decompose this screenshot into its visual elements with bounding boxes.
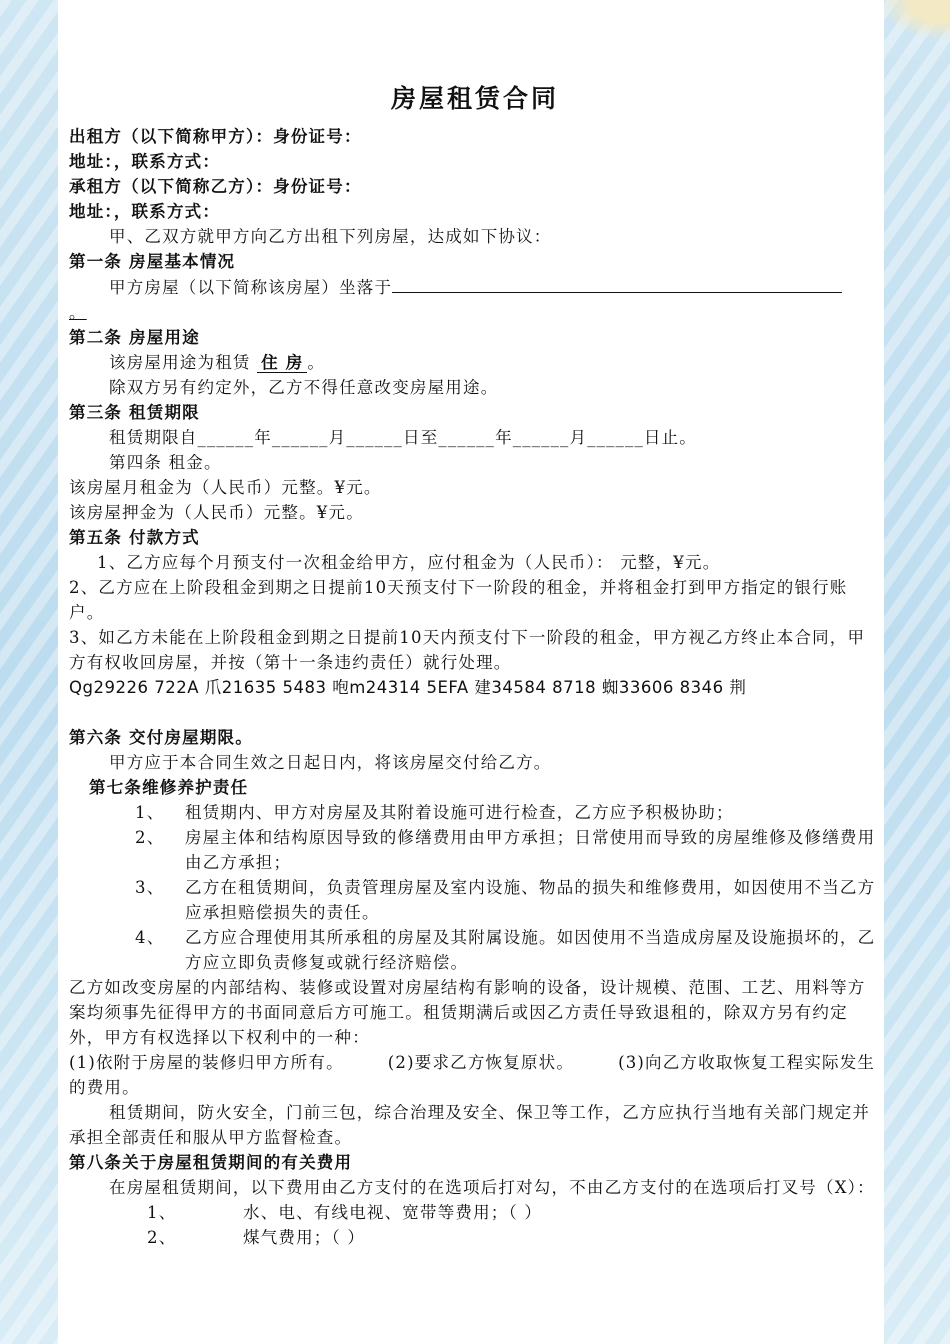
- lessor-line: 出租方（以下简称甲方）：身份证号：: [69, 127, 362, 146]
- article-2-heading: 第二条 房屋用途: [69, 328, 200, 347]
- option-2: (2)要求乙方恢复原状。: [387, 1053, 575, 1072]
- deposit-line: 该房屋押金为（人民币）元整。¥元。: [69, 503, 364, 522]
- lessee-address-line: 地址：，联系方式：: [69, 202, 221, 221]
- option-3: (3)向乙方收取恢复工程实际发生的费用。: [69, 1053, 876, 1097]
- safety-paragraph: 租赁期间，防火安全，门前三包，综合治理及安全、保卫等工作，乙方应执行当地有关部门规定并承担全部责任和服从甲方监督检查。: [69, 1103, 871, 1147]
- garbled-text-line: Qg29226 722A 爪21635 5483 咆m24314 5EFA 建34584 8718 蜘33606 8346 荆: [69, 678, 747, 697]
- payment-item-1: 1、乙方应每个月预支付一次租金给甲方，应付租金为（人民币）： 元整，¥元。: [97, 553, 721, 572]
- purpose-value: 住 房: [257, 353, 307, 373]
- article-1-heading: 第一条 房屋基本情况: [69, 252, 236, 271]
- spacer: [69, 700, 881, 725]
- article-8-text: 在房屋租赁期间，以下费用由乙方支付的在选项后打对勾，不由乙方支付的在选项后打叉号（X）：: [109, 1178, 875, 1197]
- article-3-term: 租赁期限自______年______月______日至______年______月______日止。: [109, 428, 697, 447]
- fee-text: 水、电、有线电视、宽带等费用；（ ）: [243, 1203, 543, 1222]
- contract-body: [69, 78, 881, 1250]
- maintenance-item: [69, 800, 881, 825]
- article-1-text: [69, 274, 881, 300]
- item-number: 1、: [135, 803, 165, 822]
- payment-item-2: 2、乙方应在上阶段租金到期之日提前10天预支付下一阶段的租金，并将租金打到甲方指定的银行账户。: [69, 578, 848, 622]
- maintenance-item: [69, 925, 881, 975]
- purpose-end: 。: [307, 353, 326, 372]
- fee-text: 煤气费用；（ ）: [243, 1228, 366, 1247]
- lessor-address-line: 地址：，联系方式：: [69, 152, 221, 171]
- lessee-line: 承租方（以下简称乙方）：身份证号：: [69, 177, 362, 196]
- article-6-heading: 第六条 交付房屋期限。: [69, 728, 253, 747]
- maintenance-item: [69, 825, 881, 875]
- article-2-restriction: 除双方另有约定外，乙方不得任意改变房屋用途。: [109, 378, 499, 397]
- article-6-text: 甲方应于本合同生效之日起日内，将该房屋交付给乙方。: [109, 753, 552, 772]
- item-text: 乙方应合理使用其所承租的房屋及其附属设施。如因使用不当造成房屋及设施损坏的，乙方应立即负责修复或就行经济赔偿。: [185, 928, 876, 972]
- document-title: 房屋租赁合同: [390, 84, 559, 113]
- monthly-rent-line: 该房屋月租金为（人民币）元整。¥元。: [69, 478, 382, 497]
- article-2-purpose: [69, 350, 881, 375]
- maintenance-item: [69, 875, 881, 925]
- fee-number: 1、: [147, 1203, 177, 1222]
- fee-item: [69, 1200, 881, 1225]
- item-number: 3、: [135, 878, 165, 897]
- item-number: 2、: [135, 828, 165, 847]
- option-1: (1)依附于房屋的装修归甲方所有。: [69, 1053, 344, 1072]
- fee-number: 2、: [147, 1228, 177, 1247]
- background-decoration: [880, 0, 950, 40]
- article-7-heading: 第七条维修养护责任: [89, 778, 249, 797]
- intro-paragraph: 甲、乙双方就甲方向乙方出租下列房屋，达成如下协议：: [109, 227, 552, 246]
- options-line: [69, 1050, 881, 1100]
- article-8-heading: 第八条关于房屋租赁期间的有关费用: [69, 1153, 353, 1172]
- payment-item-3: 3、如乙方未能在上阶段租金到期之日提前10天内预支付下一阶段的租金，甲方视乙方终止本合同，甲方有权收回房屋，并按（第十一条违约责任）就行处理。: [69, 628, 866, 672]
- alteration-paragraph: 乙方如改变房屋的内部结构、装修或设置对房屋结构有影响的设备，设计规模、范围、工艺、用料等方案均须事先征得甲方的书面同意后方可施工。租赁期满后或因乙方责任导致退租的，除双方另有约定外，甲方有权选择以下权利中的一种：: [69, 978, 866, 1047]
- address-label: 甲方房屋（以下简称该房屋）坐落于: [109, 278, 393, 297]
- item-number: 4、: [135, 928, 165, 947]
- item-text: 房屋主体和结构原因导致的修缮费用由甲方承担；日常使用而导致的房屋维修及修缮费用由乙方承担；: [185, 828, 876, 872]
- address-blank: [392, 274, 842, 293]
- item-text: 乙方在租赁期间，负责管理房屋及室内设施、物品的损失和维修费用，如因使用不当乙方应承担赔偿损失的责任。: [185, 878, 876, 922]
- article-3-heading: 第三条 租赁期限: [69, 403, 200, 422]
- fee-item: [69, 1225, 881, 1250]
- item-text: 租赁期内、甲方对房屋及其附着设施可进行检查，乙方应予积极协助；: [185, 803, 734, 822]
- article-4-heading: 第四条 租金。: [109, 453, 222, 472]
- article-1-end: 。: [69, 303, 87, 322]
- article-5-heading: 第五条 付款方式: [69, 528, 200, 547]
- purpose-label: 该房屋用途为租赁: [109, 353, 251, 372]
